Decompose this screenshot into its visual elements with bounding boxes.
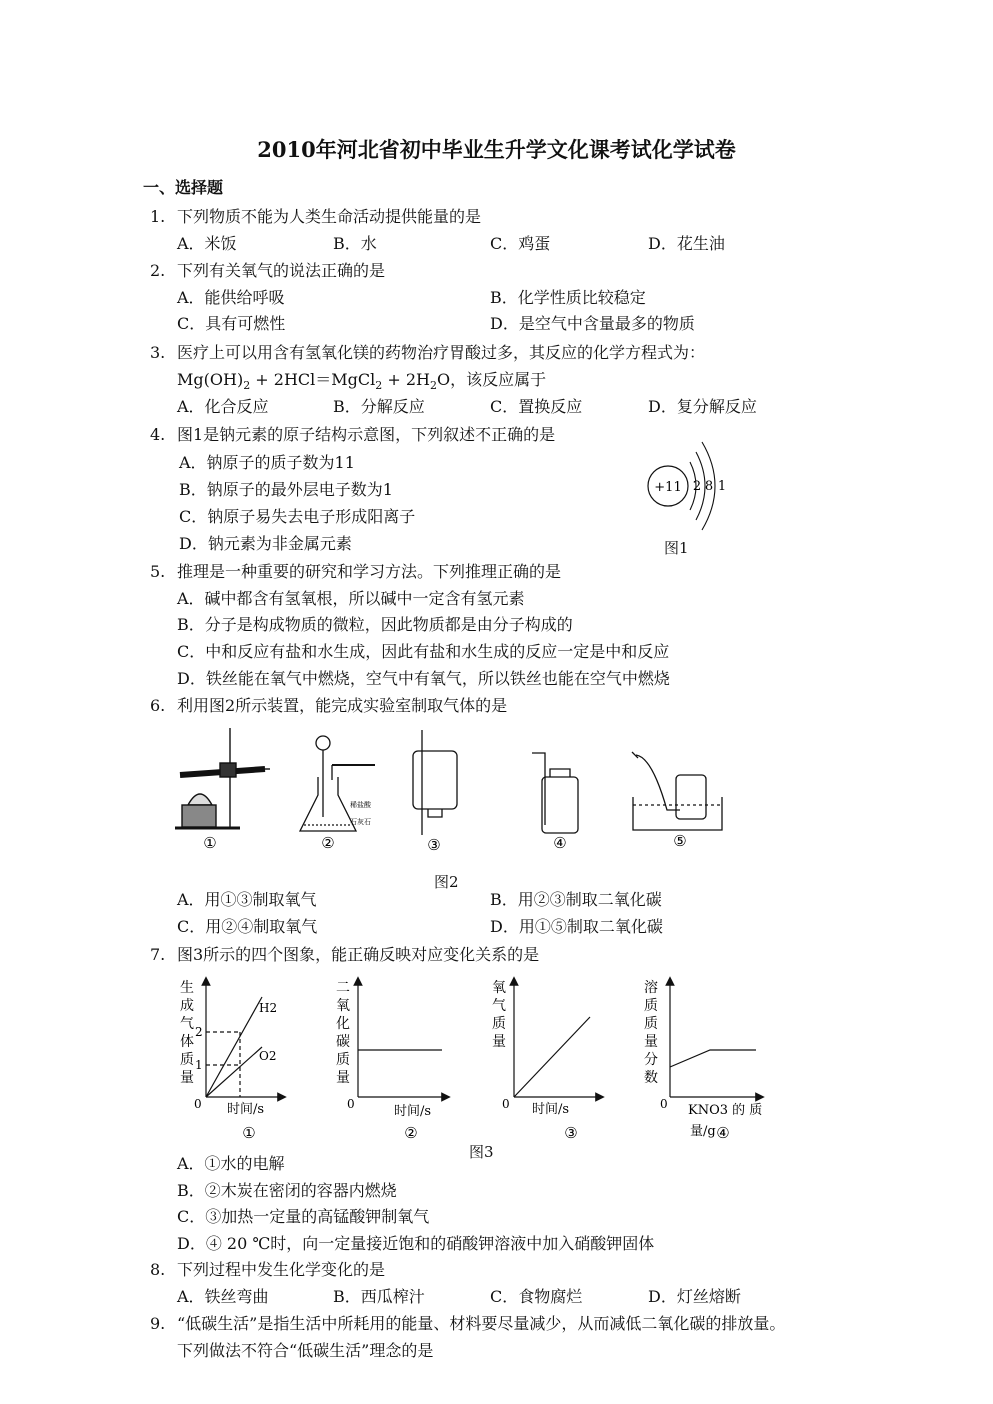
q5-option-b: B．分子是构成物质的微粒，因此物质都是由分子构成的 (177, 615, 573, 634)
svg-text:氧: 氧 (336, 998, 350, 1014)
q1-option-d: D．花生油 (648, 234, 725, 253)
q2-number: 2. (150, 261, 166, 280)
graph1-tick-1: 1 (195, 1058, 203, 1072)
page-title: 2010年河北省初中毕业生升学文化课考试化学试卷 (257, 137, 736, 162)
svg-text:生: 生 (180, 980, 194, 996)
q5-option-c: C．中和反应有盐和水生成，因此有盐和水生成的反应一定是中和反应 (177, 642, 670, 661)
graph2-xlabel: 时间/s (394, 1104, 432, 1119)
figure2-caption: 图2 (434, 873, 459, 891)
apparatus-5 (632, 752, 722, 830)
q4-option-d: D．钠元素为非金属元素 (179, 534, 352, 553)
apparatus-5-label: ⑤ (673, 832, 687, 850)
shell1-electrons: 2 (692, 479, 702, 494)
svg-text:碳: 碳 (336, 1034, 350, 1050)
q7-number: 7. (150, 945, 166, 964)
flask-acid-label: 稀盐酸 (350, 801, 371, 809)
figure1-caption: 图1 (664, 539, 689, 557)
q3-stem: 医疗上可以用含有氢氧化镁的药物治疗胃酸过多，其反应的化学方程式为： (177, 343, 706, 362)
svg-text:化: 化 (336, 1016, 350, 1032)
q5-number: 5. (150, 562, 166, 581)
q3-option-a: A．化合反应 (177, 397, 269, 416)
q2-stem: 下列有关氧气的说法正确的是 (177, 261, 386, 280)
svg-text:二: 二 (336, 980, 350, 996)
graph4-origin: 0 (660, 1097, 668, 1111)
q8-option-d: D．灯丝熔断 (648, 1287, 741, 1306)
q3-option-d: D．复分解反应 (648, 397, 757, 416)
q7-option-b: B．②木炭在密闭的容器内燃烧 (177, 1181, 397, 1200)
q7-option-d: D．④ 20 ℃时，向一定量接近饱和的硝酸钾溶液中加入硝酸钾固体 (177, 1234, 655, 1253)
svg-text:质: 质 (336, 1052, 350, 1068)
q2-option-b: B．化学性质比较稳定 (490, 288, 646, 307)
svg-text:质: 质 (180, 1052, 194, 1068)
svg-text:气: 气 (492, 998, 506, 1014)
q6-option-a: A．用①③制取氧气 (177, 890, 317, 909)
graph1 (206, 981, 282, 1097)
shell3-electrons: 1 (717, 479, 727, 494)
svg-text:量: 量 (644, 1034, 658, 1050)
q4-stem: 图1是钠元素的原子结构示意图，下列叙述不正确的是 (177, 425, 556, 444)
graph1-ylabel (180, 979, 194, 1086)
q4-number: 4. (150, 425, 166, 444)
q8-option-c: C．食物腐烂 (490, 1287, 583, 1306)
q7-option-a: A．①水的电解 (177, 1154, 285, 1173)
graph3-xlabel: 时间/s (532, 1102, 570, 1117)
sodium-atom-diagram (640, 440, 740, 538)
graph2-ylabel (336, 980, 350, 1086)
shell2-electrons: 8 (704, 479, 714, 494)
graph1-index: ① (242, 1124, 256, 1142)
q9-stem: “低碳生活”是指生活中所耗用的能量、材料要尽量减少，从而减低二氧化碳的排放量。 (177, 1314, 786, 1333)
graph2-origin: 0 (347, 1097, 355, 1111)
graph4-xlabel: KNO3 的 质 (688, 1103, 763, 1118)
svg-text:量: 量 (180, 1070, 194, 1086)
figure3-caption: 图3 (469, 1143, 494, 1161)
apparatus-1-label: ① (203, 834, 217, 852)
q1-number: 1. (150, 207, 166, 226)
figure2-apparatus (170, 725, 740, 860)
apparatus-2-label: ② (321, 834, 335, 852)
svg-text:量: 量 (336, 1070, 350, 1086)
q3-option-c: C．置换反应 (490, 397, 583, 416)
graph4 (670, 981, 760, 1097)
svg-text:体: 体 (180, 1034, 194, 1050)
graph2 (358, 981, 446, 1097)
graph1-o2-label: O2 (259, 1049, 277, 1063)
figure3-graphs (170, 975, 800, 1150)
q9-number: 9. (150, 1314, 166, 1333)
apparatus-4-label: ④ (553, 834, 567, 852)
graph1-xlabel: 时间/s (227, 1102, 265, 1117)
graph3-ylabel (492, 980, 506, 1050)
q1-option-b: B．水 (333, 234, 377, 253)
svg-text:成: 成 (180, 998, 194, 1014)
q4-option-a: A．钠原子的质子数为11 (179, 453, 355, 472)
svg-text:分: 分 (644, 1052, 658, 1068)
q5-option-d: D．铁丝能在氧气中燃烧，空气中有氧气，所以铁丝也能在空气中燃烧 (177, 669, 670, 688)
apparatus-4 (532, 753, 578, 833)
q5-stem: 推理是一种重要的研究和学习方法。下列推理正确的是 (177, 562, 562, 581)
graph2-index: ② (404, 1124, 418, 1142)
graph3-index: ③ (564, 1124, 578, 1142)
q6-stem: 利用图2所示装置，能完成实验室制取气体的是 (177, 696, 508, 715)
svg-text:质: 质 (644, 1016, 658, 1032)
graph1-h2-label: H2 (259, 1001, 278, 1015)
q3-option-b: B．分解反应 (333, 397, 425, 416)
q6-option-c: C．用②④制取氧气 (177, 917, 318, 936)
apparatus-3 (413, 730, 457, 835)
q4-option-c: C．钠原子易失去电子形成阳离子 (179, 507, 416, 526)
q8-option-a: A．铁丝弯曲 (177, 1287, 269, 1306)
q5-option-a: A．碱中都含有氢氧根，所以碱中一定含有氢元素 (177, 589, 525, 608)
q1-option-c: C．鸡蛋 (490, 234, 551, 253)
q3-equation: $Mg(OH)_2$ + 2HCl＝MgCl$_2$ + $2H_2O$，该反应属于 (177, 370, 547, 393)
graph4-index: ④ (716, 1124, 730, 1142)
q7-stem: 图3所示的四个图象，能正确反映对应变化关系的是 (177, 945, 540, 964)
apparatus-3-label: ③ (427, 836, 441, 854)
q1-option-a: A．米饭 (177, 234, 237, 253)
q9-stem-continued: 下列做法不符合“低碳生活”理念的是 (177, 1341, 434, 1360)
q3-number: 3. (150, 343, 166, 362)
q6-number: 6. (150, 696, 166, 715)
q2-option-d: D．是空气中含量最多的物质 (490, 314, 695, 333)
graph3 (514, 981, 600, 1097)
q1-stem: 下列物质不能为人类生命活动提供能量的是 (177, 207, 482, 226)
graph1-tick-2: 2 (195, 1025, 203, 1039)
nucleus-charge: +11 (654, 480, 682, 495)
svg-text:量: 量 (492, 1034, 506, 1050)
q2-option-c: C．具有可燃性 (177, 314, 286, 333)
svg-text:气: 气 (180, 1016, 194, 1032)
q8-stem: 下列过程中发生化学变化的是 (177, 1260, 386, 1279)
q2-option-a: A．能供给呼吸 (177, 288, 285, 307)
q8-option-b: B．西瓜榨汁 (333, 1287, 425, 1306)
svg-text:溶: 溶 (644, 980, 658, 996)
svg-text:氧: 氧 (492, 980, 506, 996)
q6-option-d: D．用①⑤制取二氧化碳 (490, 917, 663, 936)
flask-stone-label: 石灰石 (350, 818, 371, 826)
graph4-xlabel-unit: 量/g (690, 1124, 716, 1139)
graph4-ylabel (644, 979, 658, 1086)
svg-text:质: 质 (492, 1016, 506, 1032)
apparatus-1 (175, 728, 270, 828)
q8-number: 8. (150, 1260, 166, 1279)
apparatus-2 (300, 736, 375, 831)
q4-option-b: B．钠原子的最外层电子数为1 (179, 480, 393, 499)
graph1-origin: 0 (194, 1097, 202, 1111)
q7-option-c: C．③加热一定量的高锰酸钾制氧气 (177, 1207, 430, 1226)
section-heading: 一、选择题 (143, 178, 224, 197)
svg-text:数: 数 (644, 1070, 658, 1086)
svg-text:质: 质 (644, 998, 658, 1014)
q6-option-b: B．用②③制取二氧化碳 (490, 890, 662, 909)
graph3-origin: 0 (502, 1097, 510, 1111)
